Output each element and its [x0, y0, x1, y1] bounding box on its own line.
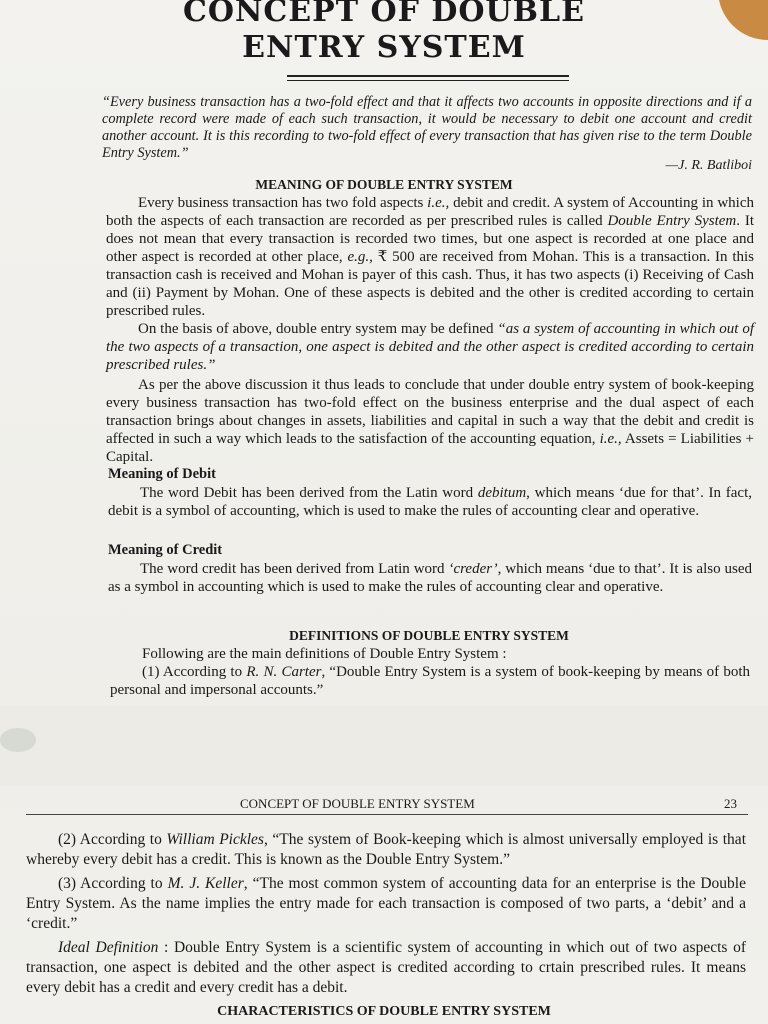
page-number: 23: [724, 796, 737, 811]
meaning-paragraph-1: Every business transaction has two fold aspects i.e., debit and credit. A system of Accounting in which both the aspects of each transaction are recorded as per prescribed rules is called Double Entry System. It does not mean that every transaction is recorded two times, but one aspect is recorded at one place and other aspect is recorded at other place, e.g., ₹ 500 are received from Mohan. This is a transaction. In this transaction cash is received and Mohan is payer of this cash. Thus, it has two aspects (i) Receiving of Cash and (ii) Payment by Mohan. One of these aspects is debited and the other is credited according to certain prescribed rules.: [106, 195, 754, 319]
definition-1: (1) According to R. N. Carter, “Double Entry System is a system of book-keeping by means of both personal and impersonal accounts.”: [110, 664, 750, 698]
page-smudge: [0, 728, 36, 752]
page-gap: [0, 706, 768, 786]
running-head-rule: [26, 814, 748, 815]
meaning-paragraph-2: On the basis of above, double entry system may be defined “as a system of accounting in which out of the two aspects of a transaction, one aspect is debited and the other aspect is credited according to certain prescribed rules.”: [106, 321, 754, 373]
running-head: CONCEPT OF DOUBLE ENTRY SYSTEM: [240, 796, 475, 811]
chapter-title-line1: CONCEPT OF DOUBLE: [182, 0, 585, 29]
epigraph-quote: “Every business transaction has a two-fold effect and that it affects two accounts in opposite directions and if a complete record were made of each such transaction, it would be necessary to debit one account and credit another account. It is this recording to two-fold effect of every transaction that has given rise to the term Double Entry System.”: [102, 94, 752, 161]
title-rule-thick: [287, 75, 569, 77]
section-heading-meaning: MEANING OF DOUBLE ENTRY SYSTEM: [255, 177, 513, 192]
title-rule-thin: [287, 80, 569, 81]
epigraph-author: —J. R. Batliboi: [665, 158, 752, 173]
subheading-credit: Meaning of Credit: [108, 542, 223, 558]
section-heading-definitions: DEFINITIONS OF DOUBLE ENTRY SYSTEM: [289, 628, 569, 643]
meaning-paragraph-3: As per the above discussion it thus leads to conclude that under double entry system of book-keeping every business transaction has two-fold effect on the business enterprise and the dual aspect of each transaction brings about changes in assets, liabilities and capital in such a way that the debit and credit is affected in such a way which leads to the satisfaction of the accounting equation, i.e., Assets = Liabilities + Capital.: [106, 377, 755, 465]
debit-paragraph: The word Debit has been derived from the Latin word debitum, which means ‘due for that’. In fact, debit is a symbol of accounting, which is used to make the rules of accounting clear and operative.: [108, 485, 752, 519]
definition-3: (3) According to M. J. Keller, “The most common system of accounting data for an enterprise is the Double Entry System. As the name implies the entry made for each transaction is composed of two parts, a ‘debit’ and a ‘credit.”: [26, 875, 746, 932]
ideal-definition: Ideal Definition : Double Entry System is a scientific system of accounting in which out of two aspects of transaction, one aspect is debited and the other aspect is credited according to crtain prescribed rules. It means every debit has a credit and every credit has a debit.: [26, 939, 746, 996]
credit-paragraph: The word credit has been derived from Latin word ‘creder’, which means ‘due to that’. It is also used as a symbol in accounting which is used to make the rules of accounting clear and operative.: [108, 561, 752, 595]
subheading-debit: Meaning of Debit: [108, 466, 216, 482]
section-heading-characteristics: CHARACTERISTICS OF DOUBLE ENTRY SYSTEM: [217, 1004, 551, 1019]
definitions-intro: Following are the main definitions of Double Entry System :: [142, 646, 507, 662]
chapter-title-line2: ENTRY SYSTEM: [242, 30, 526, 65]
definition-2: (2) According to William Pickles, “The system of Book-keeping which is almost universally employed is that whereby every debit has a credit. This is known as the Double Entry System.”: [26, 831, 746, 868]
